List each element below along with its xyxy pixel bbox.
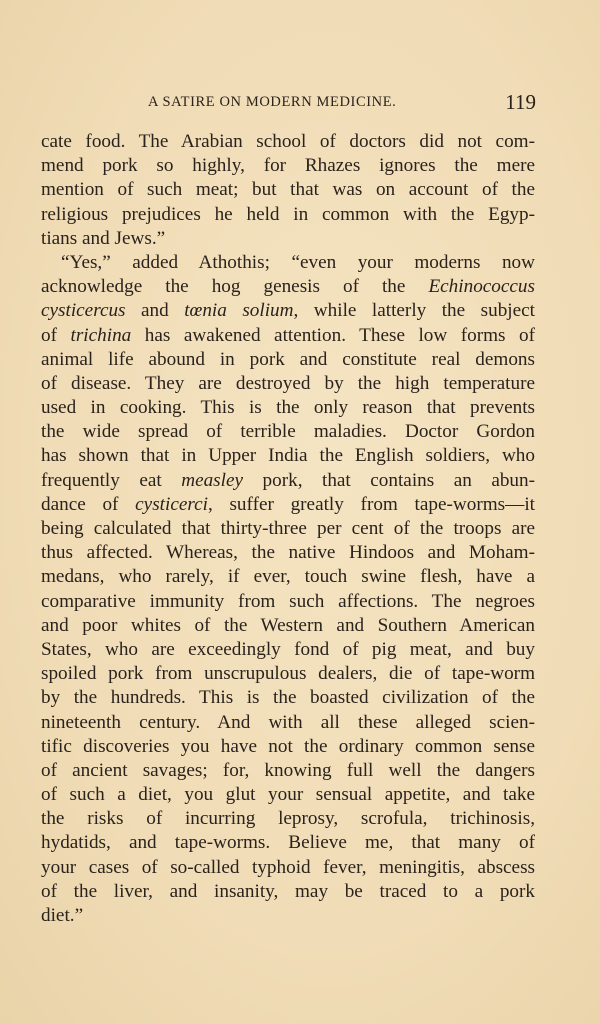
text-line: used in cooking. This is the only reason that prevents bbox=[41, 397, 535, 419]
text-line: acknowledge the hog genesis of the Echinococcus bbox=[41, 276, 535, 298]
text-line: of ancient savages; for, knowing full well the dangers bbox=[41, 759, 535, 781]
text-line: of trichina has awakened attention. These low forms of bbox=[41, 324, 536, 346]
text-line: “Yes,” added Athothis; “even your moderns now bbox=[61, 251, 535, 273]
text-line: comparative immunity from such affections. The negroes bbox=[41, 590, 535, 612]
text-line: hydatids, and tape-worms. Believe me, that many of bbox=[41, 832, 535, 854]
text-line: thus affected. Whereas, the native Hindoos and Moham- bbox=[41, 542, 535, 564]
running-title: A SATIRE ON MODERN MEDICINE. bbox=[148, 94, 397, 110]
page-number: 119 bbox=[505, 90, 536, 114]
text-line: tific discoveries you have not the ordinary common sense bbox=[41, 735, 535, 757]
text-line: cysticercus and tœnia solium, while latterly the subject bbox=[41, 300, 535, 322]
text-line: tians and Jews.” bbox=[41, 227, 166, 249]
text-line: being calculated that thirty-three per cent of the troops are bbox=[41, 518, 535, 539]
text-line: animal life abound in pork and constitute real demons bbox=[41, 348, 535, 370]
text-line: diet.” bbox=[41, 905, 84, 926]
text-line: religious prejudices he held in common with the Egyp- bbox=[41, 203, 535, 225]
text-line: medans, who rarely, if ever, touch swine flesh, have a bbox=[41, 566, 535, 588]
text-line: frequently eat measley pork, that contains an abun- bbox=[41, 469, 535, 491]
text-line: the wide spread of terrible maladies. Doctor Gordon bbox=[41, 421, 535, 443]
text-line: the risks of incurring leprosy, scrofula, trichinosis, bbox=[41, 808, 535, 830]
running-head bbox=[148, 90, 538, 116]
text-line: cate food. The Arabian school of doctors did not com- bbox=[41, 131, 535, 152]
text-line: mention of such meat; but that was on account of the bbox=[41, 179, 535, 201]
text-line: and poor whites of the Western and Southern American bbox=[41, 614, 535, 636]
text-line: of the liver, and insanity, may be traced to a pork bbox=[41, 880, 535, 902]
text-line: dance of cysticerci, suffer greatly from tape-worms—it bbox=[41, 493, 535, 515]
text-line: mend pork so highly, for Rhazes ignores the mere bbox=[41, 155, 535, 177]
text-line: has shown that in Upper India the English soldiers, who bbox=[41, 445, 535, 467]
text-line: of such a diet, you glut your sensual appetite, and take bbox=[41, 784, 535, 806]
text-line: spoiled pork from unscrupulous dealers, die of tape-worm bbox=[41, 663, 535, 685]
text-line: your cases of so-called typhoid fever, meningitis, abscess bbox=[41, 856, 535, 878]
text-line: nineteenth century. And with all these alleged scien- bbox=[41, 711, 535, 733]
body-text bbox=[41, 130, 535, 928]
text-line: States, who are exceedingly fond of pig meat, and buy bbox=[41, 638, 535, 660]
text-line: by the hundreds. This is the boasted civilization of the bbox=[41, 687, 535, 709]
text-line: of disease. They are destroyed by the high temperature bbox=[41, 372, 535, 394]
